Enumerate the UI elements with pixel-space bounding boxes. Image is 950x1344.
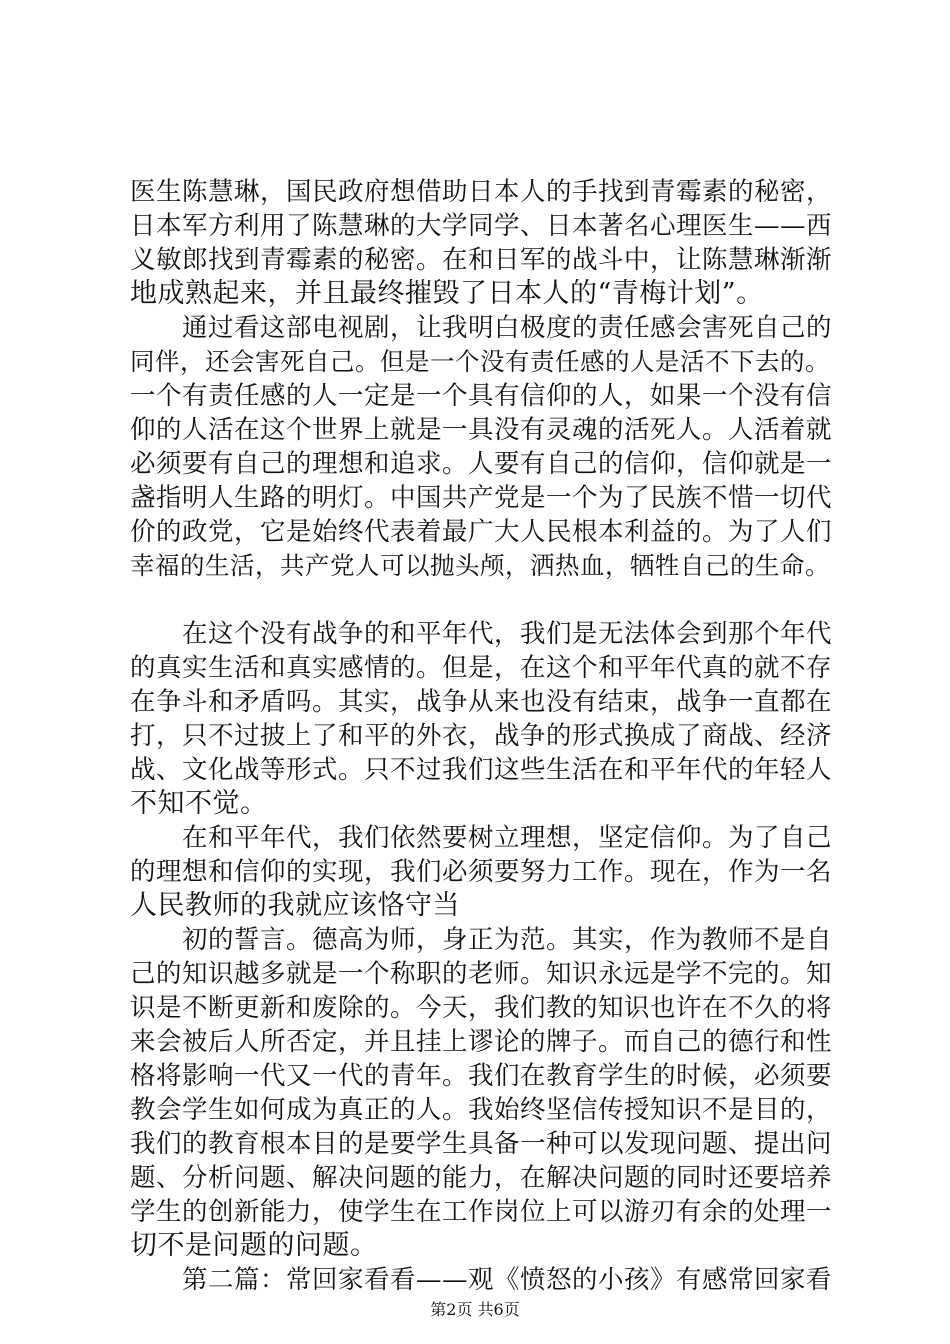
text-line: 己的知识越多就是一个称职的老师。知识永远是学不完的。知 (130, 959, 833, 989)
text-line: 格将影响一代又一代的青年。我们在教育学生的时候，必须要 (130, 1061, 833, 1091)
text-line: 打，只不过披上了和平的外衣，战争的形式换成了商战、经济 (130, 721, 833, 751)
text-line: 一个有责任感的人一定是一个具有信仰的人，如果一个没有信 (130, 381, 833, 411)
text-line: 在和平年代，我们依然要树立理想，坚定信仰。为了自己 (130, 823, 833, 853)
text-line: 我们的教育根本目的是要学生具备一种可以发现问题、提出问 (130, 1129, 833, 1159)
text-line: 战、文化战等形式。只不过我们这些生活在和平年代的年轻人 (130, 755, 833, 785)
text-line: 识是不断更新和废除的。今天，我们教的知识也许在不久的将 (130, 993, 833, 1023)
text-line: 在这个没有战争的和平年代，我们是无法体会到那个年代 (130, 619, 833, 649)
text-line: 同伴，还会害死自己。但是一个没有责任感的人是活不下去的。 (130, 347, 830, 376)
text-line: 幸福的生活，共产党人可以抛头颅，洒热血，牺牲自己的生命。 (130, 551, 830, 580)
text-line: 通过看这部电视剧，让我明白极度的责任感会害死自己的 (130, 313, 833, 343)
text-line: 日本军方利用了陈慧琳的大学同学、日本著名心理医生——西 (130, 211, 833, 241)
text-line: 教会学生如何成为真正的人。我始终坚信传授知识不是目的， (130, 1095, 833, 1125)
page-number-footer: 第2页 共6页 (430, 1300, 520, 1319)
text-line: 来会被后人所否定，并且挂上谬论的牌子。而自己的德行和性 (130, 1027, 833, 1057)
text-line: 切不是问题的问题。 (130, 1230, 378, 1261)
text-line: 在争斗和矛盾吗。其实，战争从来也没有结束，战争一直都在 (130, 687, 833, 717)
text-line: 医生陈慧琳，国民政府想借助日本人的手找到青霉素的秘密， (130, 177, 833, 207)
text-line: 地成熟起来，并且最终摧毁了日本人的“青梅计划”。 (130, 278, 764, 309)
text-line: 不知不觉。 (130, 788, 268, 819)
text-line: 义敏郎找到青霉素的秘密。在和日军的战斗中，让陈慧琳渐渐 (130, 245, 833, 275)
text-line: 必须要有自己的理想和追求。人要有自己的信仰，信仰就是一 (130, 449, 833, 479)
text-line: 第二篇：常回家看看——观《愤怒的小孩》有感常回家看 (130, 1265, 833, 1295)
text-line: 的理想和信仰的实现，我们必须要努力工作。现在，作为一名 (130, 857, 833, 887)
text-line: 仰的人活在这个世界上就是一具没有灵魂的活死人。人活着就 (130, 415, 833, 445)
text-line: 的真实生活和真实感情的。但是，在这个和平年代真的就不存 (130, 653, 833, 683)
text-line: 学生的创新能力，使学生在工作岗位上可以游刃有余的处理一 (130, 1197, 833, 1227)
text-line: 价的政党，它是始终代表着最广大人民根本利益的。为了人们 (130, 517, 833, 547)
text-line: 题、分析问题、解决问题的能力，在解决问题的同时还要培养 (130, 1163, 833, 1193)
text-line: 盏指明人生路的明灯。中国共产党是一个为了民族不惜一切代 (130, 483, 833, 513)
text-line: 初的誓言。德高为师，身正为范。其实，作为教师不是自 (130, 925, 833, 955)
text-line: 人民教师的我就应该恪守当 (130, 890, 460, 921)
